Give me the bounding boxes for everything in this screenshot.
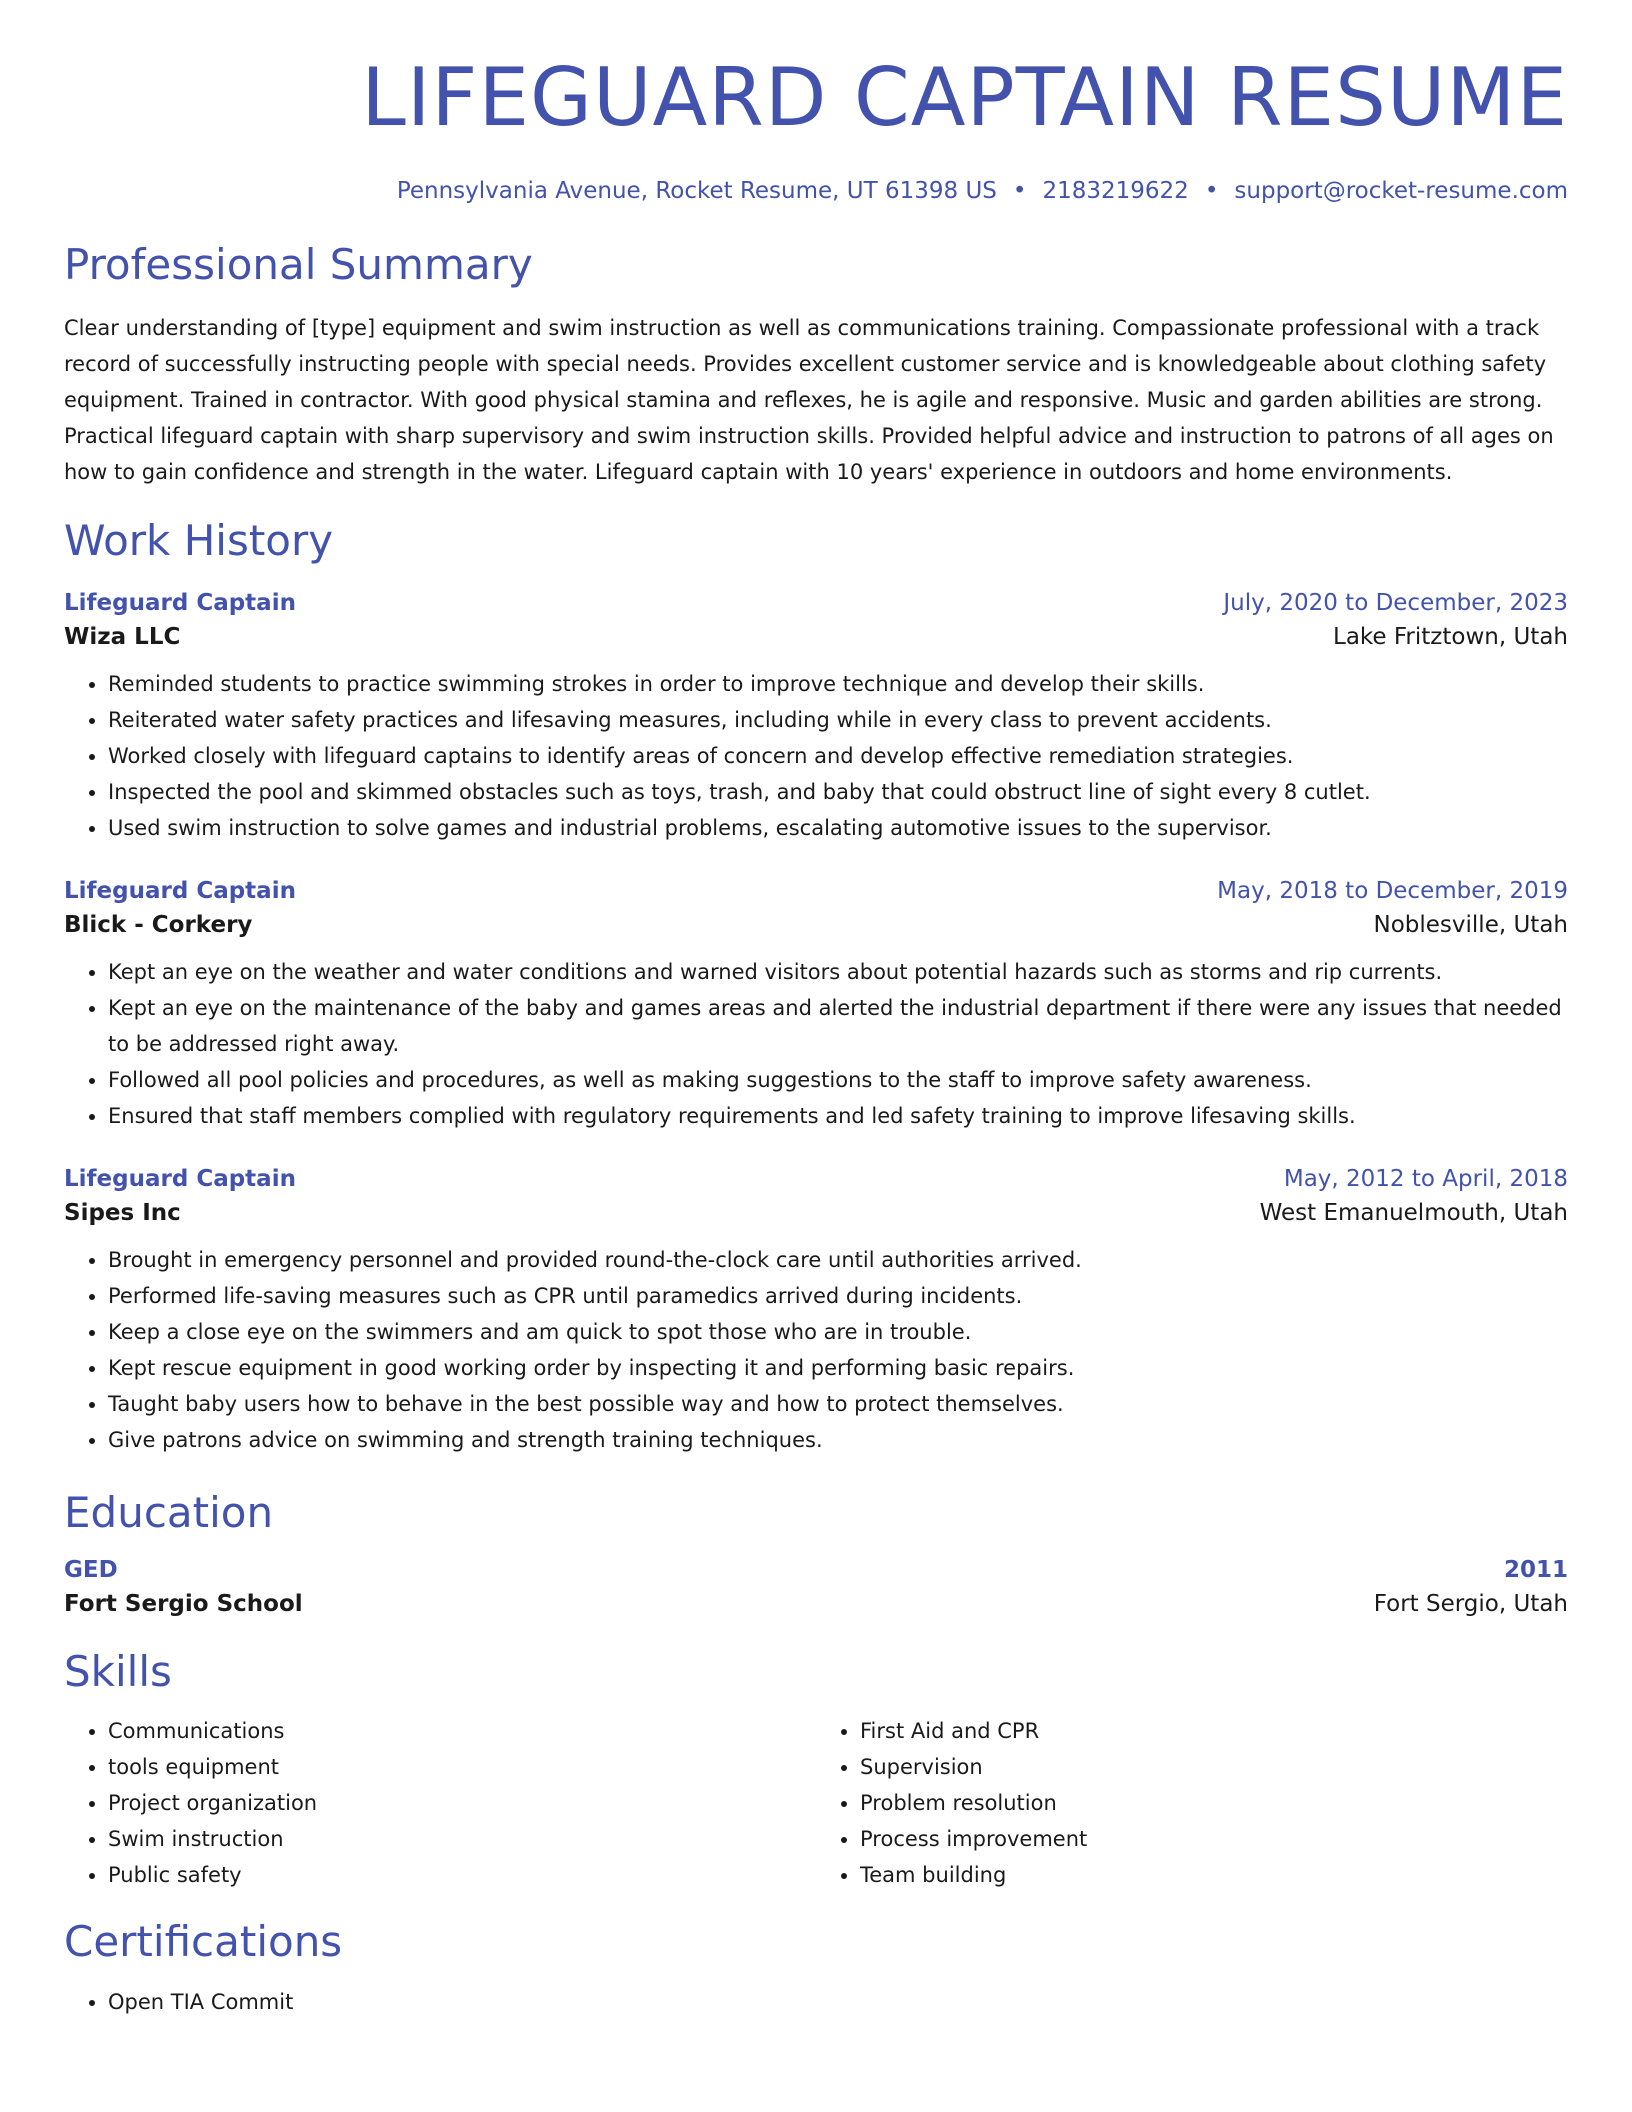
contact-separator: • <box>1012 178 1027 204</box>
work-history-heading: Work History <box>64 515 334 565</box>
education-location: Fort Sergio, Utah <box>1373 1590 1568 1617</box>
job-title: Lifeguard Captain <box>64 590 296 617</box>
skill-item: • Communications <box>108 1713 816 1749</box>
skills-columns <box>64 1713 1568 1893</box>
skill-item: • Public safety <box>108 1857 816 1893</box>
job-bullet: • Keep a close eye on the swimmers and am quick to spot those who are in trouble. <box>108 1314 1568 1350</box>
job-title: Lifeguard Captain <box>64 878 296 905</box>
education-degree: GED <box>64 1556 118 1583</box>
job-bullet: • Reminded students to practice swimming strokes in order to improve technique and develop their skills. <box>108 666 1568 702</box>
contact-email: support@rocket-resume.com <box>1234 178 1568 204</box>
job-bullet: • Used swim instruction to solve games and industrial problems, escalating automotive issues to the supervisor. <box>108 810 1568 846</box>
job-bullets <box>64 666 1568 846</box>
job-location: Lake Fritztown, Utah <box>1333 624 1568 651</box>
job-bullet: • Followed all pool policies and procedures, as well as making suggestions to the staff to improve safety awareness. <box>108 1062 1568 1098</box>
job-entry <box>64 1166 1568 1458</box>
job-company: Wiza LLC <box>64 624 181 651</box>
skill-item: • Swim instruction <box>108 1821 816 1857</box>
contact-line <box>64 178 1568 206</box>
job-bullet: • Brought in emergency personnel and provided round-the-clock care until authorities arrived. <box>108 1242 1568 1278</box>
contact-phone: 2183219622 <box>1042 178 1189 204</box>
skills-list-right <box>816 1713 1568 1893</box>
job-bullet: • Kept an eye on the weather and water conditions and warned visitors about potential hazards such as storms and rip currents. <box>108 954 1568 990</box>
skill-item: • Process improvement <box>860 1821 1568 1857</box>
job-entry <box>64 590 1568 846</box>
summary-text: Clear understanding of [type] equipment and swim instruction as well as communications training. Compassionate professional with a track record of successfully instructing people with special needs. Provides excellent customer service and is knowledgeable about clothing safety equipment. Trained in contractor. With good physical stamina and reflexes, he is agile and responsive. Music and garden abilities are strong. Practical lifeguard captain with sharp supervisory and swim instruction skills. Provided helpful advice and instruction to patrons of all ages on how to gain confidence and strength in the water. Lifeguard captain with 10 years' experience in outdoors and home environments. <box>64 315 1554 484</box>
job-company: Sipes Inc <box>64 1200 181 1227</box>
job-dates: May, 2018 to December, 2019 <box>1217 878 1568 905</box>
education-year: 2011 <box>1503 1556 1568 1583</box>
skill-item: • Supervision <box>860 1749 1568 1785</box>
job-company: Blick - Corkery <box>64 912 253 939</box>
job-dates: May, 2012 to April, 2018 <box>1283 1166 1568 1193</box>
job-bullet: • Performed life-saving measures such as CPR until paramedics arrived during incidents. <box>108 1278 1568 1314</box>
job-bullet: • Give patrons advice on swimming and strength training techniques. <box>108 1422 1568 1458</box>
job-dates: July, 2020 to December, 2023 <box>1223 590 1568 617</box>
certification-item: • Open TIA Commit <box>108 1984 1568 2020</box>
skill-item: • Team building <box>860 1857 1568 1893</box>
skill-item: • Project organization <box>108 1785 816 1821</box>
education-heading: Education <box>64 1488 274 1538</box>
skill-item: • Problem resolution <box>860 1785 1568 1821</box>
summary-heading: Professional Summary <box>64 239 533 289</box>
skill-item: • First Aid and CPR <box>860 1713 1568 1749</box>
resume-title: LIFEGUARD CAPTAIN RESUME <box>361 51 1568 144</box>
skill-item: • tools equipment <box>108 1749 816 1785</box>
contact-address: Pennsylvania Avenue, Rocket Resume, UT 61398 US <box>396 178 997 204</box>
job-bullet: • Ensured that staff members complied with regulatory requirements and led safety training to improve lifesaving skills. <box>108 1098 1568 1134</box>
certifications-list <box>64 1984 1568 2020</box>
job-bullet: • Inspected the pool and skimmed obstacles such as toys, trash, and baby that could obstruct line of sight every 8 cutlet. <box>108 774 1568 810</box>
job-bullet: • Kept rescue equipment in good working order by inspecting it and performing basic repairs. <box>108 1350 1568 1386</box>
resume-page <box>64 0 1568 2020</box>
job-title: Lifeguard Captain <box>64 1166 296 1193</box>
skills-heading: Skills <box>64 1646 172 1696</box>
job-bullet: • Kept an eye on the maintenance of the baby and games areas and alerted the industrial department if there were any issues that needed to be addressed right away. <box>108 990 1568 1062</box>
contact-separator: • <box>1204 178 1219 204</box>
education-school: Fort Sergio School <box>64 1590 303 1617</box>
job-bullet: • Taught baby users how to behave in the best possible way and how to protect themselves. <box>108 1386 1568 1422</box>
certifications-heading: Certifications <box>64 1917 343 1967</box>
job-bullet: • Worked closely with lifeguard captains to identify areas of concern and develop effective remediation strategies. <box>108 738 1568 774</box>
job-bullet: • Reiterated water safety practices and lifesaving measures, including while in every class to prevent accidents. <box>108 702 1568 738</box>
skills-list-left <box>64 1713 816 1893</box>
job-bullets <box>64 954 1568 1134</box>
job-bullets <box>64 1242 1568 1458</box>
job-entry <box>64 878 1568 1134</box>
job-location: Noblesville, Utah <box>1373 912 1568 939</box>
job-location: West Emanuelmouth, Utah <box>1259 1200 1568 1227</box>
